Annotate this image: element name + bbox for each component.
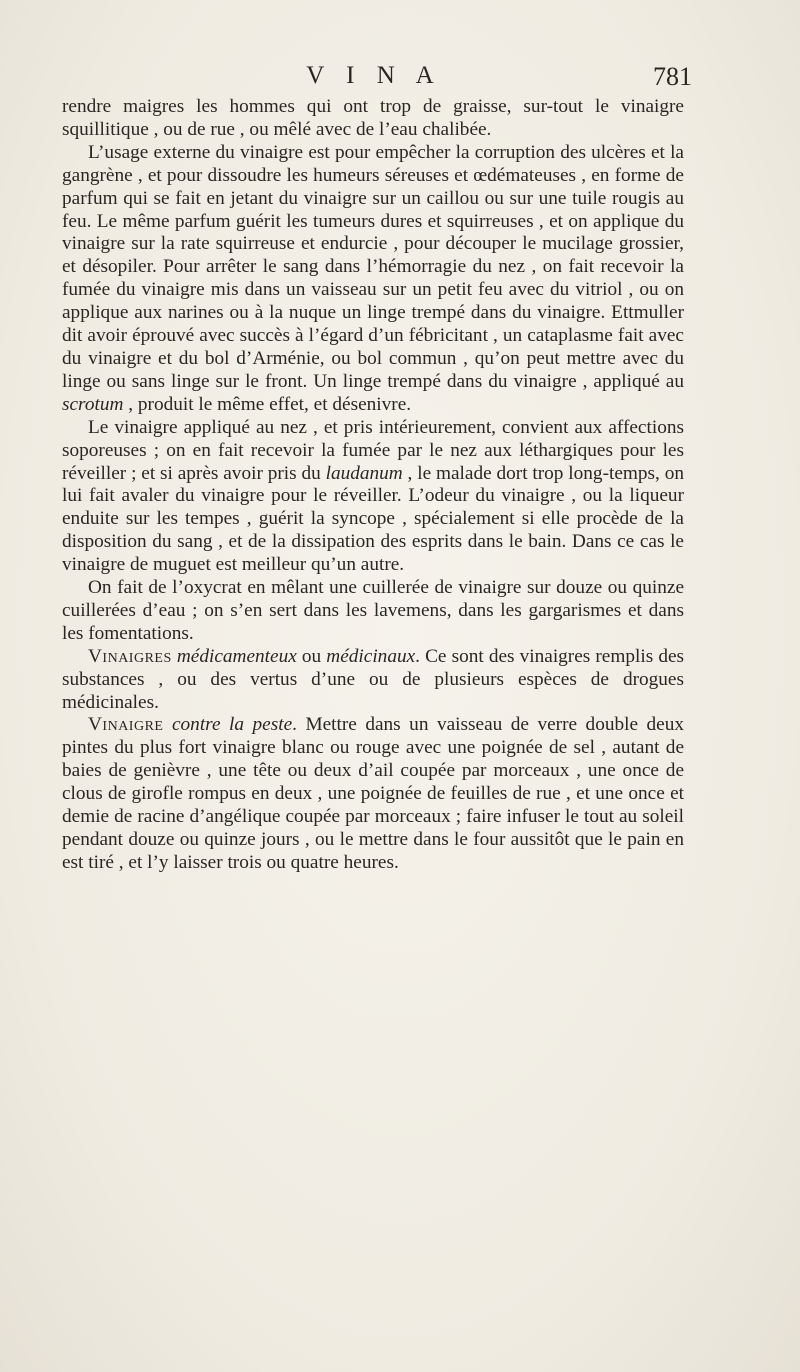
italic-term: médicinaux [326,645,416,667]
italic-term: médicamenteux [176,645,297,667]
paragraph-text: On fait de l’oxycrat en mêlant une cuillerée de vinaigre sur douze ou quinze cuillerées d’eau ; on s’en sert dans les lavemens, dans les gargarismes et dans les fomentations. [62,577,684,644]
italic-term: laudanum [325,462,403,484]
entry-headword: Vinaigre [88,714,164,736]
running-head: V I N A [306,62,442,89]
paragraph-vinaigre-peste [62,714,684,874]
paragraph-oxycrat [62,577,684,646]
paragraph-vinaigre-nez [62,417,684,577]
paragraph-continuation [62,96,684,142]
paragraph-usage-externe [62,142,684,417]
paragraph-text: . Ce sont des vinaigres remplis des substances , ou des vertus d’une ou de plusieurs espèces de drogues médicinales. [62,645,685,713]
paragraph-text: rendre maigres les hommes qui ont trop de graisse, sur-tout le vinaigre squillitique , ou de rue , ou mêlé avec de l’eau chalibée. [62,96,684,140]
paragraph-text: Le vinaigre appliqué au nez , et pris intérieurement, convient aux affections soporeuses ; on en fait recevoir la fumée par le nez aux léthargiques pour les réveiller ; et si après avoir pris du [62,416,684,484]
paragraph-text: , produit le même effet, et désenivre. [123,393,412,415]
entry-headword: Vinaigres [88,645,172,667]
page-header [62,62,692,98]
paragraph-text: L’usage externe du vinaigre est pour empêcher la corruption des ulcères et la gangrène , et pour dissoudre les humeurs séreuses et œdémateuses , en forme de parfum qui se fait en jetant du vinaigre sur un caillou ou sur une tuile rougis au feu. Le même parfum guérit les tumeurs dures et squirreuses , et on applique du vinaigre sur la rate squirreuse et endurcie , pour découper le mucilage grossier, et désopiler. Pour arrêter le sang dans l’hémorragie du nez , on fait recevoir la fumée du vinaigre mis dans un vaisseau sur un petit feu avec du vitriol , ou on applique aux narines ou à la nuque un linge trempé dans du vinaigre. Ettmuller dit avoir éprouvé avec succès à l’égard d’un fébricitant , un cataplasme fait avec du vinaigre et du bol d’Arménie, ou bol commun , qu’on peut mettre avec du linge ou sans linge sur le front. Un linge trempé dans du vinaigre , appliqué au [62,141,684,392]
paragraph-vinaigres-medicamenteux [62,646,684,715]
italic-term: scrotum [62,393,124,415]
page-number: 781 [653,62,692,91]
paragraph-text: . Mettre dans un vaisseau de verre double deux pintes du plus fort vinaigre blanc ou rouge avec une poignée de sel , autant de baies de genièvre , une tête ou deux d’ail coupée par morceaux , une once de clous de girofle rompus en deux , une poignée de feuilles de rue , et une once et demie de racine d’angélique coupée par morceaux ; faire infuser le tout au soleil pendant douze ou quinze jours , ou le mettre dans le four aussitôt que le pain en est tiré , et l’y laisser trois ou quatre heures. [62,714,685,873]
body-text [62,96,684,875]
paragraph-text: , le malade dort trop long-temps, on lui fait avaler du vinaigre pour le réveiller. L’odeur du vinaigre , ou la liqueur enduite sur les tempes , guérit la syncope , spécialement si elle procède de la disposition du sang , et de la dissipation des esprits dans le bain. Dans ce cas le vinaigre de muguet est meilleur qu’un autre. [62,462,684,576]
italic-term: contre la peste [171,714,293,736]
paragraph-text: ou [296,645,327,667]
